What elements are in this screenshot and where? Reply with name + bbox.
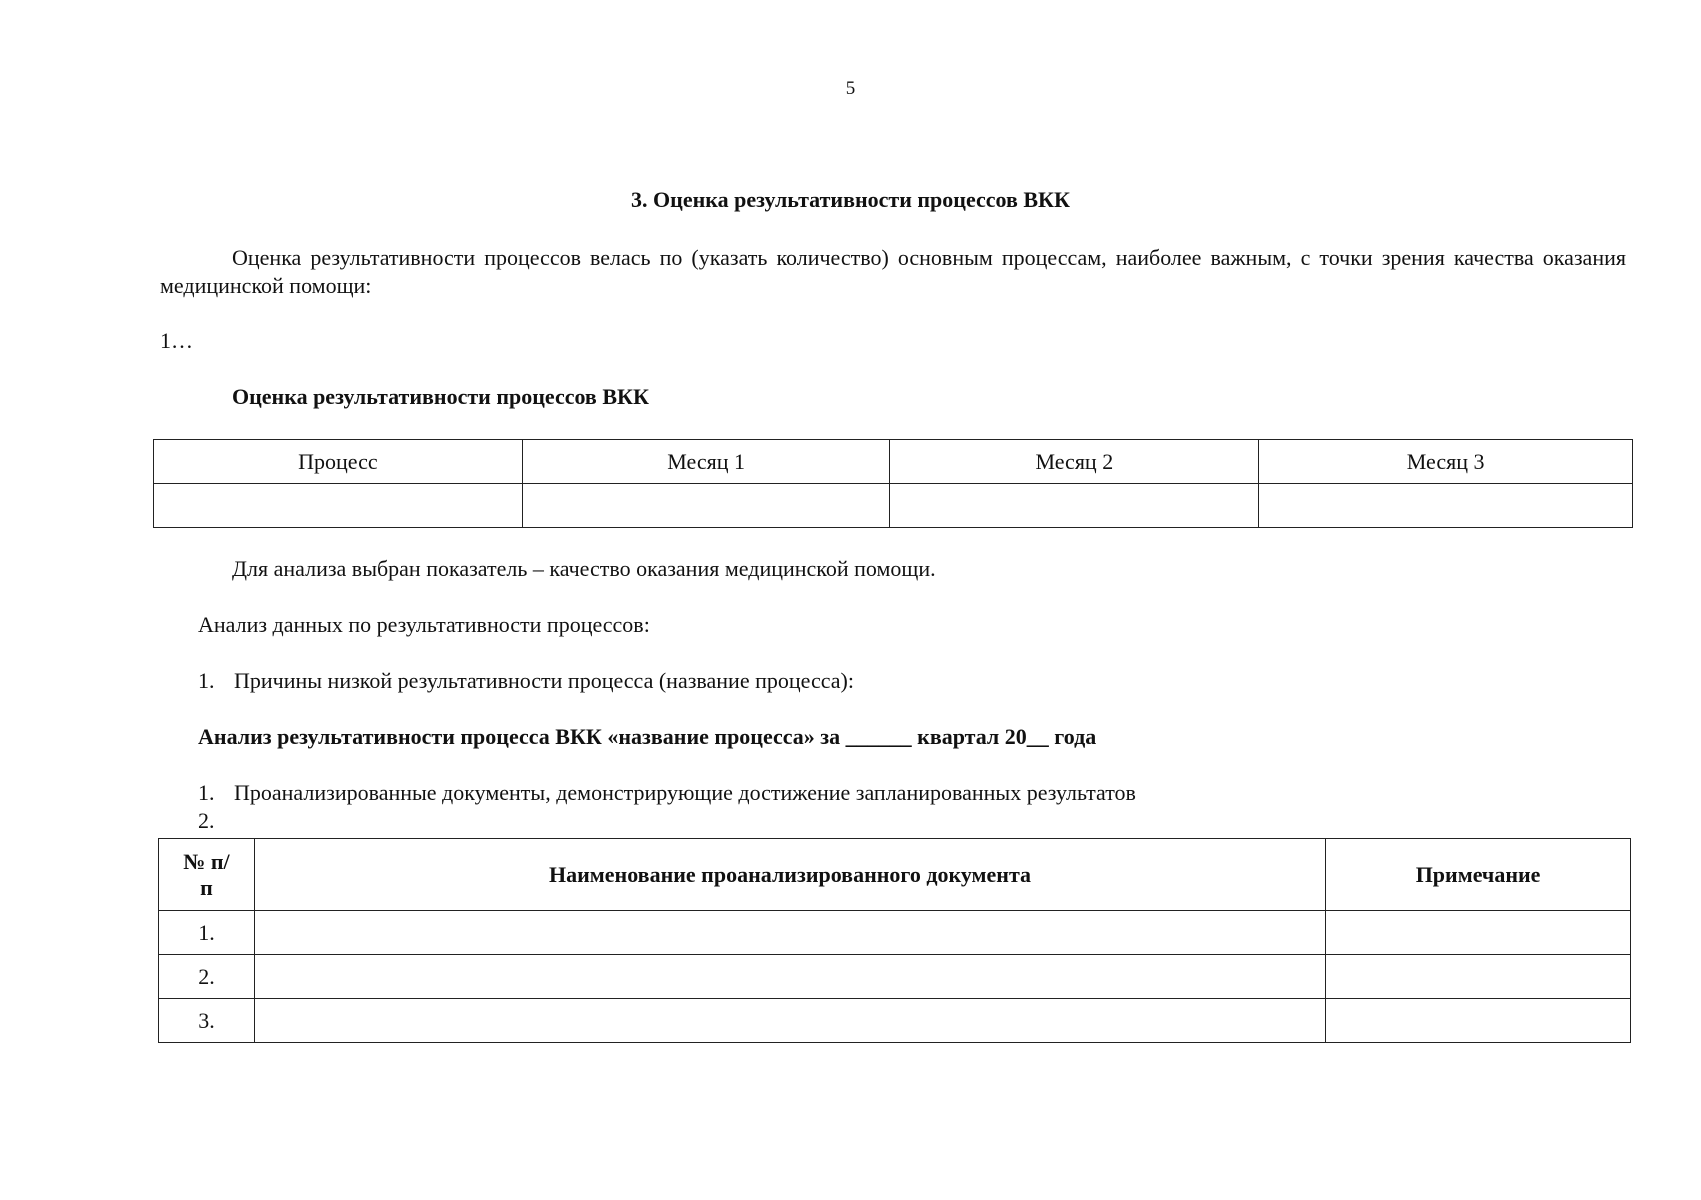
table-cell [254,955,1325,999]
header-month-2: Месяц 2 [890,440,1259,484]
table-row [159,955,1631,999]
row-number: 3. [159,999,255,1043]
section-title: 3. Оценка результативности процессов ВКК [631,187,1070,212]
table-row [159,911,1631,955]
table-cell [254,911,1325,955]
table1-title: Оценка результативности процессов ВКК [232,384,649,409]
table-header-row [159,839,1631,911]
causes-item-text: Причины низкой результативности процесса (название процесса): [234,668,854,693]
docs-list-item-number: 2. [198,808,215,833]
header-document-name: Наименование проанализированного документа [254,839,1325,911]
table-cell [522,484,890,528]
indicator-text: Для анализа выбран показатель – качество оказания медицинской помощи. [232,556,936,581]
header-process: Процесс [154,440,523,484]
table-cell [1326,911,1631,955]
list-start: 1… [160,328,193,353]
table-cell [1326,955,1631,999]
intro-paragraph: Оценка результативности процессов велась по (указать количество) основным процессам, наиболее важным, с точки зрения качества оказания медицинской помощи: [160,245,1626,298]
table-header-row [154,440,1633,484]
causes-item-number: 1. [198,668,215,693]
header-month-1: Месяц 1 [522,440,890,484]
row-number: 1. [159,911,255,955]
table-cell [890,484,1259,528]
table-cell [1259,484,1633,528]
process-evaluation-table [153,439,1633,528]
table-cell [1326,999,1631,1043]
analyzed-documents-table [158,838,1631,1043]
docs-list-item-number: 1. [198,780,215,805]
table-row [154,484,1633,528]
row-number: 2. [159,955,255,999]
table-row [159,999,1631,1043]
docs-list-item-text: Проанализированные документы, демонстрирующие достижение запланированных результатов [234,780,1136,805]
header-month-3: Месяц 3 [1259,440,1633,484]
table-cell [154,484,523,528]
header-number: № п/п [159,839,255,911]
header-note: Примечание [1326,839,1631,911]
analysis-heading: Анализ результативности процесса ВКК «название процесса» за ______ квартал 20__ года [198,724,1097,749]
page-number: 5 [845,78,856,99]
analysis-intro: Анализ данных по результативности процессов: [198,612,650,637]
table-cell [254,999,1325,1043]
